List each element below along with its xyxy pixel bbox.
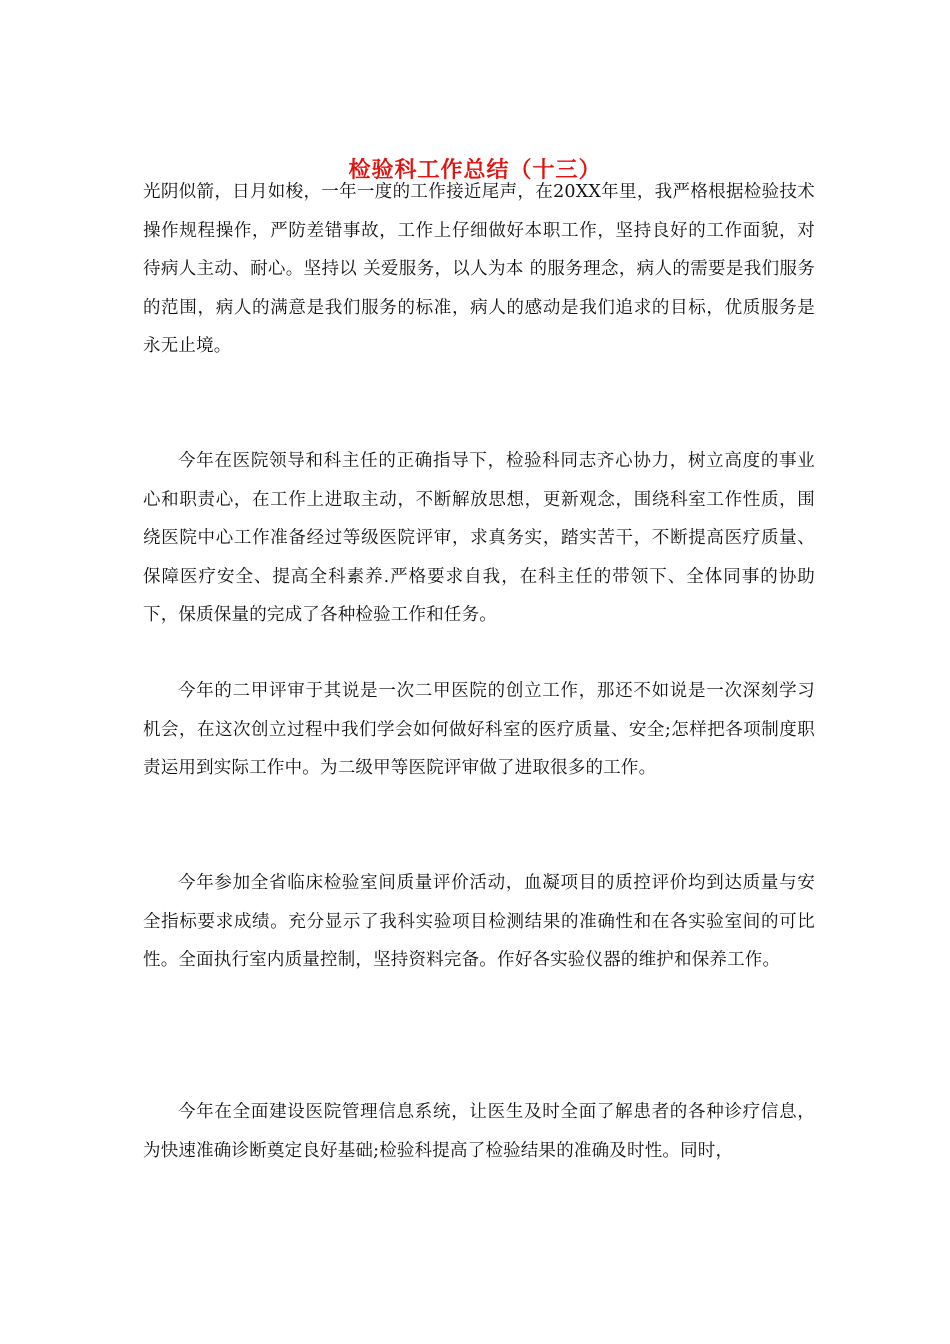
paragraph-hospital-review: 今年的二甲评审于其说是一次二甲医院的创立工作，那还不如说是一次深刻学习机会，在这次创立过程中我们学会如何做好科室的医疗质量、安全;怎样把各项制度职责运用到实际工作中。为二级甲等医院评审做了进取很多的工作。 xyxy=(143,681,815,778)
paragraph-leadership: 今年在医院领导和科主任的正确指导下，检验科同志齐心协力，树立高度的事业心和职责心，在工作上进取主动，不断解放思想，更新观念，围绕科室工作性质，围绕医院中心工作准备经过等级医院评审，求真务实，踏实苦干，不断提高医疗质量、保障医疗安全、提高全科素养.严格要求自我，在科主任的带领下、全体同事的协助下，保质保量的完成了各种检验工作和任务。 xyxy=(143,451,815,625)
paragraph-quality-control: 今年参加全省临床检验室间质量评价活动，血凝项目的质控评价均到达质量与安全指标要求成绩。充分显示了我科实验项目检测结果的准确性和在各实验室间的可比性。全面执行室内质量控制，坚持资料完备。作好各实验仪器的维护和保养工作。 xyxy=(143,873,815,970)
paragraph-intro: 光阴似箭，日月如梭，一年一度的工作接近尾声，在20XX年里，我严格根据检验技术操作规程操作，严防差错事故，工作上仔细做好本职工作，坚持良好的工作面貌，对待病人主动、耐心。坚持以 关爱服务，以人为本 的服务理念，病人的需要是我们服务的范围，病人的满意是我们服务的标准，病人的感动是我们追求的目标，优质服务是永无止境。 xyxy=(143,182,815,356)
paragraph-information-system: 今年在全面建设医院管理信息系统，让医生及时全面了解患者的各种诊疗信息，为快速准确诊断奠定良好基础;检验科提高了检验结果的准确及时性。同时， xyxy=(143,1102,815,1161)
document-title: 检验科工作总结（十三） xyxy=(348,157,602,183)
